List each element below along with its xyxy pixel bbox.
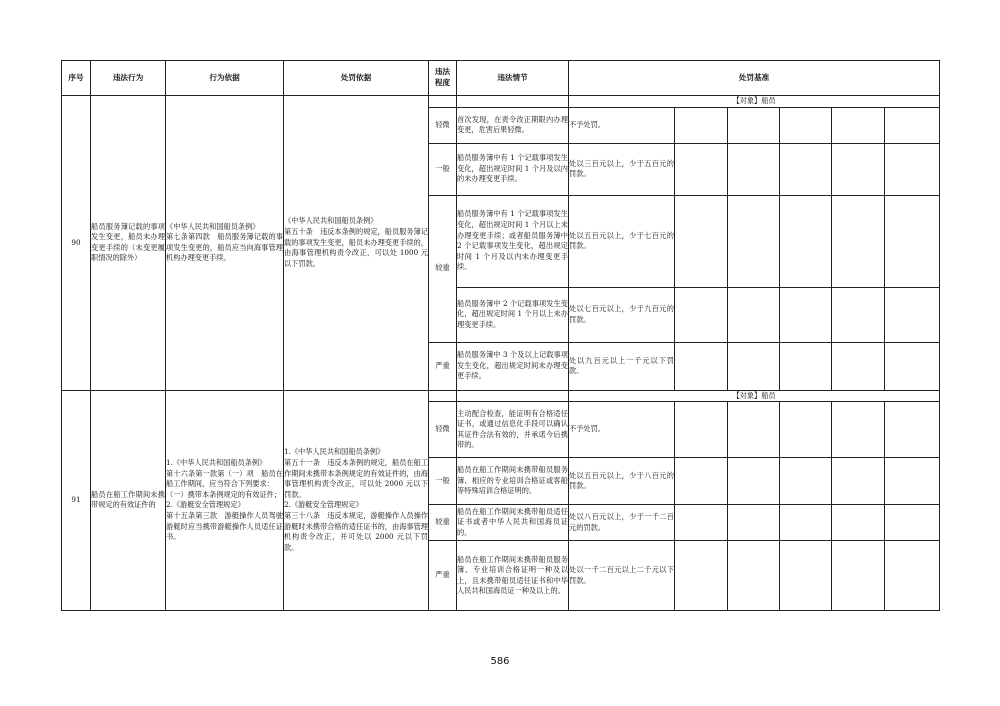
empty-cell xyxy=(832,143,885,195)
row-penalty-basis: 《中华人民共和国船员条例》 第五十条 违反本条例的规定，船员服务簿记载的事项发生变更，船员未办理变更手续的，由海事管理机构责令改正，可以处 1000 元以下罚款。 xyxy=(284,96,429,391)
empty-cell xyxy=(675,505,728,541)
empty-cell xyxy=(728,287,780,342)
empty-cell xyxy=(885,195,940,287)
table-row xyxy=(62,390,940,402)
circumstance-cell: 船员服务簿中有 1 个记载事项发生变化，超出规定时间 1 个月以上未办理变更手续；或者船员服务簿中 2 个记载事项发生变化，超出规定时间 1 个月及以内未办理变更手续。 xyxy=(457,195,569,287)
empty-cell xyxy=(885,342,940,390)
object-label: 【对象】船员 xyxy=(569,96,940,108)
circumstance-cell: 船员在船工作期间未携带船员服务簿、相应的专业培训合格证或客船等特殊培训合格证明的。 xyxy=(457,458,569,505)
empty-cell xyxy=(885,287,940,342)
empty-cell xyxy=(780,458,832,505)
standard-cell: 处以五百元以上，少于七百元的罚款。 xyxy=(569,195,675,287)
empty-cell xyxy=(832,287,885,342)
header-seq: 序号 xyxy=(62,61,91,96)
empty-cell xyxy=(675,458,728,505)
row-behavior: 船员服务簿记载的事项发生变更，船员未办理变更手续的（未变更履职情况的除外） xyxy=(91,96,166,391)
empty-cell xyxy=(885,143,940,195)
degree-cell: 较重 xyxy=(429,195,457,342)
empty-cell xyxy=(780,287,832,342)
empty-cell xyxy=(832,458,885,505)
circumstance-cell: 船员在船工作期间未携带船员适任证书或者中华人民共和国海员证的。 xyxy=(457,505,569,541)
empty-cell xyxy=(780,505,832,541)
degree-blank xyxy=(429,96,457,108)
header-row xyxy=(62,61,940,96)
empty-cell xyxy=(675,402,728,458)
empty-cell xyxy=(675,287,728,342)
empty-cell xyxy=(832,342,885,390)
degree-blank xyxy=(429,390,457,402)
degree-cell: 一般 xyxy=(429,143,457,195)
degree-cell: 轻微 xyxy=(429,402,457,458)
page-number: 586 xyxy=(490,656,510,667)
circumstance-blank xyxy=(457,96,569,108)
header-standard: 处罚基准 xyxy=(569,61,940,96)
empty-cell xyxy=(885,541,940,611)
empty-cell xyxy=(675,541,728,611)
empty-cell xyxy=(832,402,885,458)
circumstance-cell: 船员服务簿中 2 个记载事项发生变化，超出规定时间 1 个月以上未办理变更手续。 xyxy=(457,287,569,342)
degree-cell: 轻微 xyxy=(429,107,457,143)
degree-cell: 较重 xyxy=(429,505,457,541)
empty-cell xyxy=(728,143,780,195)
empty-cell xyxy=(728,458,780,505)
standard-cell: 处以九百元以上一千元以下罚款。 xyxy=(569,342,675,390)
table-row xyxy=(62,96,940,108)
standard-cell: 处以三百元以上，少于五百元的罚款。 xyxy=(569,143,675,195)
empty-cell xyxy=(780,402,832,458)
row-basis: 《中华人民共和国船员条例》 第七条第四款 船员服务簿记载的事项发生变更的，船员应当向海事管理机构办理变更手续。 xyxy=(166,96,284,391)
standard-cell: 处以七百元以上，少于九百元的罚款。 xyxy=(569,287,675,342)
empty-cell xyxy=(832,505,885,541)
empty-cell xyxy=(780,143,832,195)
row-behavior: 船员在船工作期间未携带规定的有效证件的 xyxy=(91,390,166,611)
empty-cell xyxy=(675,107,728,143)
empty-cell xyxy=(728,107,780,143)
empty-cell xyxy=(780,195,832,287)
header-behavior: 违法行为 xyxy=(91,61,166,96)
object-label: 【对象】船员 xyxy=(569,390,940,402)
circumstance-cell: 首次发现，在责令改正期限内办理变更，危害后果轻微。 xyxy=(457,107,569,143)
header-circumstance: 违法情节 xyxy=(457,61,569,96)
empty-cell xyxy=(728,195,780,287)
circumstance-blank xyxy=(457,390,569,402)
empty-cell xyxy=(675,342,728,390)
row-seq: 90 xyxy=(62,96,91,391)
empty-cell xyxy=(728,342,780,390)
circumstance-cell: 船员服务簿中 3 个及以上记载事项发生变化，超出规定时间未办理变更手续。 xyxy=(457,342,569,390)
standard-cell: 不予处罚。 xyxy=(569,402,675,458)
empty-cell xyxy=(885,107,940,143)
header-penalty-basis: 处罚依据 xyxy=(284,61,429,96)
circumstance-cell: 主动配合检查，能证明有合格适任证书，或通过信息化手段可以确认其证件合法有效的，并承诺今后携带的。 xyxy=(457,402,569,458)
empty-cell xyxy=(780,541,832,611)
header-degree: 违法 程度 xyxy=(429,61,457,96)
degree-cell: 一般 xyxy=(429,458,457,505)
row-penalty-basis: 1.《中华人民共和国船员条例》 第五十一条 违反本条例的规定，船员在船工作期间未携带本条例规定的有效证件的，由海事管理机构责令改正，可以处 2000 元以下罚款。 2.《游艇安全管理规定》 第三十八条 违反本规定，游艇操作人员操作游艇时未携带合格的适任证书的，由海事管理机构责令改正，并可处以 2000 元以下罚款。 xyxy=(284,390,429,611)
empty-cell xyxy=(780,342,832,390)
degree-cell: 严重 xyxy=(429,541,457,611)
empty-cell xyxy=(728,402,780,458)
header-basis: 行为依据 xyxy=(166,61,284,96)
standard-cell: 处以八百元以上，少于一千二百元的罚款。 xyxy=(569,505,675,541)
empty-cell xyxy=(728,541,780,611)
penalty-table xyxy=(61,60,940,611)
row-seq: 91 xyxy=(62,390,91,611)
empty-cell xyxy=(885,458,940,505)
standard-cell: 不予处罚。 xyxy=(569,107,675,143)
circumstance-cell: 船员服务簿中有 1 个记载事项发生变化，超出规定时间 1 个月及以内的未办理变更手续。 xyxy=(457,143,569,195)
empty-cell xyxy=(885,402,940,458)
empty-cell xyxy=(832,541,885,611)
standard-cell: 处以五百元以上，少于八百元的罚款。 xyxy=(569,458,675,505)
degree-cell: 严重 xyxy=(429,342,457,390)
standard-cell: 处以一千二百元以上二千元以下罚款。 xyxy=(569,541,675,611)
empty-cell xyxy=(780,107,832,143)
empty-cell xyxy=(728,505,780,541)
empty-cell xyxy=(675,143,728,195)
empty-cell xyxy=(885,505,940,541)
empty-cell xyxy=(832,107,885,143)
empty-cell xyxy=(832,195,885,287)
circumstance-cell: 船员在船工作期间未携带船员服务簿、专业培训合格证明一种及以上，且未携带船员适任证书和中华人民共和国海员证一种及以上的。 xyxy=(457,541,569,611)
row-basis: 1.《中华人民共和国船员条例》 第十六条第一款第（一）项 船员在船工作期间，应当符合下列要求： （一）携带本条例规定的有效证件； 2.《游艇安全管理规定》 第十五条第三款 游艇操作人员驾驶游艇时应当携带游艇操作人员适任证书。 xyxy=(166,390,284,611)
empty-cell xyxy=(675,195,728,287)
